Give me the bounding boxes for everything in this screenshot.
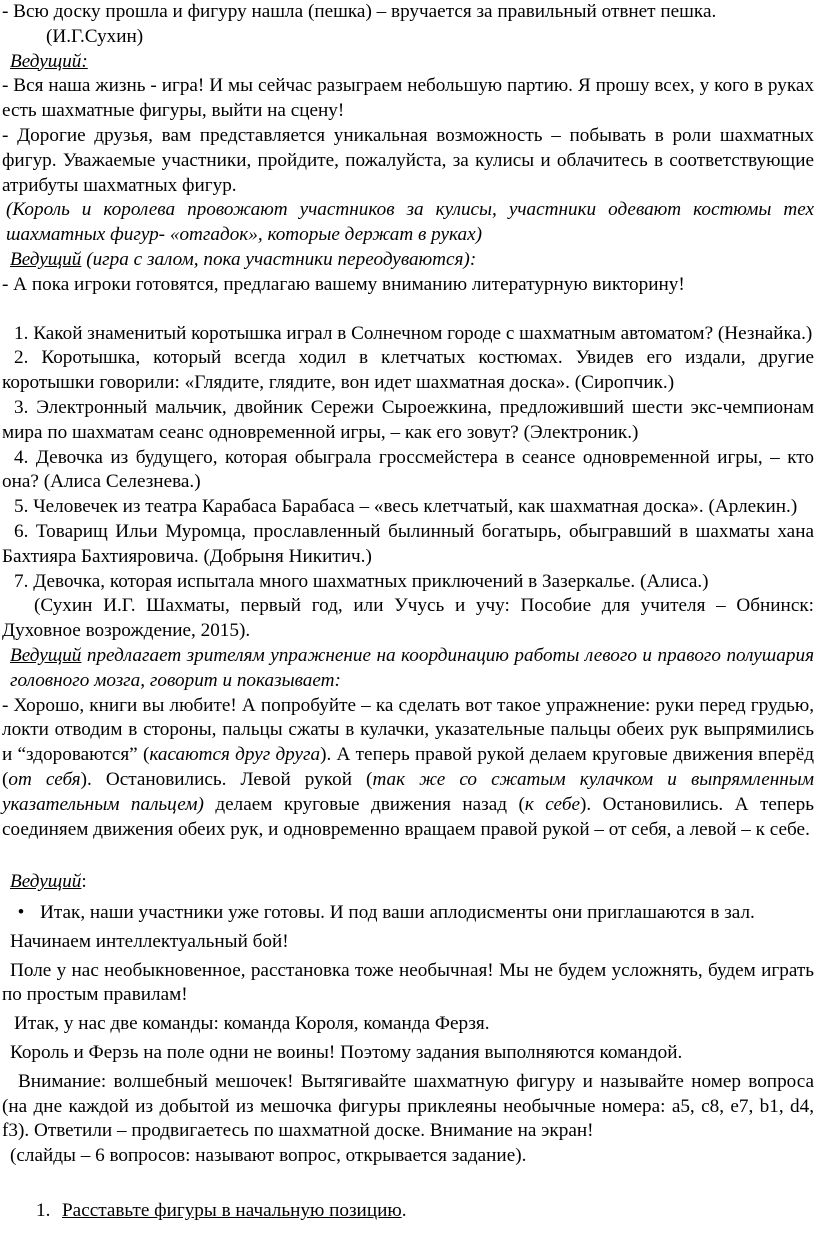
exercise-italic: к себе <box>524 793 580 815</box>
quiz-question: 6. Товарищ Ильи Муромца, прославленный былинный богатырь, обыгравший в шахматы хана Бахтияра Бахтияровича. (Добрыня Никитич.) <box>2 520 814 567</box>
author-citation: (И.Г.Сухин) <box>46 25 144 47</box>
king-queen-line: Король и Ферзь на поле одни не воины! Поэтому задания выполняются командой. <box>10 1042 683 1064</box>
slides-note: (слайды – 6 вопросов: называют вопрос, открывается задание). <box>10 1145 527 1167</box>
exercise-text: ). Остановились. А теперь соединяем движения обеих рук, и одновременно вращаем правой рукой – от себя, а левой – к себе. <box>2 793 814 840</box>
host-note: предлагает зрителям упражнение на координацию работы левого и правого полушария головного мозга, говорит и показывает: <box>10 644 814 691</box>
teams-line: Итак, у нас две команды: команда Короля, команда Ферзя. <box>14 1013 490 1035</box>
paragraph-game: - Вся наша жизнь - игра! И мы сейчас разыграем небольшую партию. Я прошу всех, у кого в руках есть шахматные фигуры, выйти на сцену! <box>2 75 814 122</box>
spacer <box>2 1169 814 1193</box>
exercise-text: делаем круговые движения назад ( <box>203 793 525 815</box>
quiz-question: 1. Какой знаменитый коротышка играл в Солнечном городе с шахматным автоматом? (Незнайка.) <box>14 322 813 344</box>
host-label: Ведущий: <box>10 50 88 72</box>
quiz-question: 2. Коротышка, который всегда ходил в клетчатых костюмах. Увидев его издали, другие коротышки говорили: «Глядите, глядите, вон идет шахматная доска». (Сиропчик.) <box>2 347 814 394</box>
magic-bag-paragraph: Внимание: волшебный мешочек! Вытягивайте шахматную фигуру и называйте номер вопроса (на дне каждой из добытой из мешочка фигуры приклеяны необычные номера: а5, с8, е7, b1, d4, f3). Ответили – продвигаетесь по шахматной доске. Внимание на экран! <box>2 1070 814 1142</box>
host-heading-2 <box>2 248 814 273</box>
intro-line: - Всю доску прошла и фигуру нашла (пешка) – вручается за правильный отвнет пешка. <box>2 1 717 22</box>
quiz-intro: - А пока игроки готовятся, предлагаю вашему вниманию литературную викторину! <box>2 273 685 295</box>
field-rules: Поле у нас необыкновенное, расстановка тоже необычная! Мы не будем усложнять, будем играть по простым правилам! <box>2 959 814 1006</box>
exercise-italic: так же со сжатым кулачком и выпрямленным указательным пальцем) <box>2 768 815 815</box>
host-note: (игра с залом, пока участники переодуваются): <box>81 248 477 270</box>
host-label: Ведущий <box>10 644 82 666</box>
quiz-question: 5. Человечек из театра Карабаса Барабаса – «весь клетчатый, как шахматная доска». (Арлекин.) <box>14 496 798 518</box>
battle-start: Начинаем интеллектуальный бой! <box>10 930 289 952</box>
quiz-question: 4. Девочка из будущего, которая обыграла гроссмейстера в сеансе одновременной игры, – кто она? (Алиса Селезнева.) <box>2 446 814 493</box>
paragraph-invitation: - Дорогие друзья, вам представляется уникальная возможность – побывать в роли шахматных фигур. Уважаемые участники, пройдите, пожалуйста, за кулисы и облачитесь в соответствующие атрибуты шахматных фигур. <box>2 124 814 196</box>
quiz-question: 3. Электронный мальчик, двойник Сережи Сыроежкина, предложивший шести экс-чемпионам мира по шахматам сеанс одновременной игры, – как его зовут? (Электроник.) <box>2 396 814 443</box>
spacer <box>2 298 814 322</box>
numbered-task <box>2 1199 814 1224</box>
exercise-italic: от себя <box>8 768 81 790</box>
exercise-paragraph <box>2 694 814 843</box>
task-number: 1. <box>36 1200 51 1222</box>
spacer <box>2 842 814 866</box>
task-text: Расставьте фигуры в начальную позицию. <box>62 1200 407 1222</box>
host-heading-1 <box>2 50 814 75</box>
host-heading-4 <box>2 870 814 895</box>
stage-direction: (Король и королева провожают участников за кулисы, участники одевают костюмы тех шахматных фигур- «отгадок», которые держат в руках) <box>6 199 814 246</box>
host-heading-3 <box>2 644 814 694</box>
quiz-question: 7. Девочка, которая испытала много шахматных приключений в Зазеркалье. (Алиса.) <box>14 570 709 592</box>
task-text-underlined: Расставьте фигуры в начальную позицию <box>62 1200 402 1222</box>
exercise-italic: касаются друг друга <box>149 744 321 766</box>
bullet-icon: • <box>17 902 25 924</box>
host-label: Ведущий <box>10 871 82 893</box>
host-label: Ведущий <box>10 248 82 270</box>
bullet-item <box>2 901 814 926</box>
exercise-text: ). А теперь правой рукой делаем круговые движения вперёд ( <box>2 744 814 790</box>
exercise-text: - Хорошо, книги вы любите! А попробуйте – ка сделать вот такое упражнение: руки перед грудью, локти отводим в стороны, пальцы сжаты в кулачки, указательные пальцы обеих рук выпрямились и “здороваются” ( <box>2 694 814 766</box>
host-colon: : <box>81 871 87 893</box>
exercise-text: ). Остановились. Левой рукой ( <box>80 768 373 790</box>
source-citation: (Сухин И.Г. Шахматы, первый год, или Учусь и учу: Пособие для учителя – Обнинск: Духовное возрождение, 2015). <box>2 595 814 642</box>
bullet-text: Итак, наши участники уже готовы. И под ваши аплодисменты они приглашаются в зал. <box>40 902 755 924</box>
